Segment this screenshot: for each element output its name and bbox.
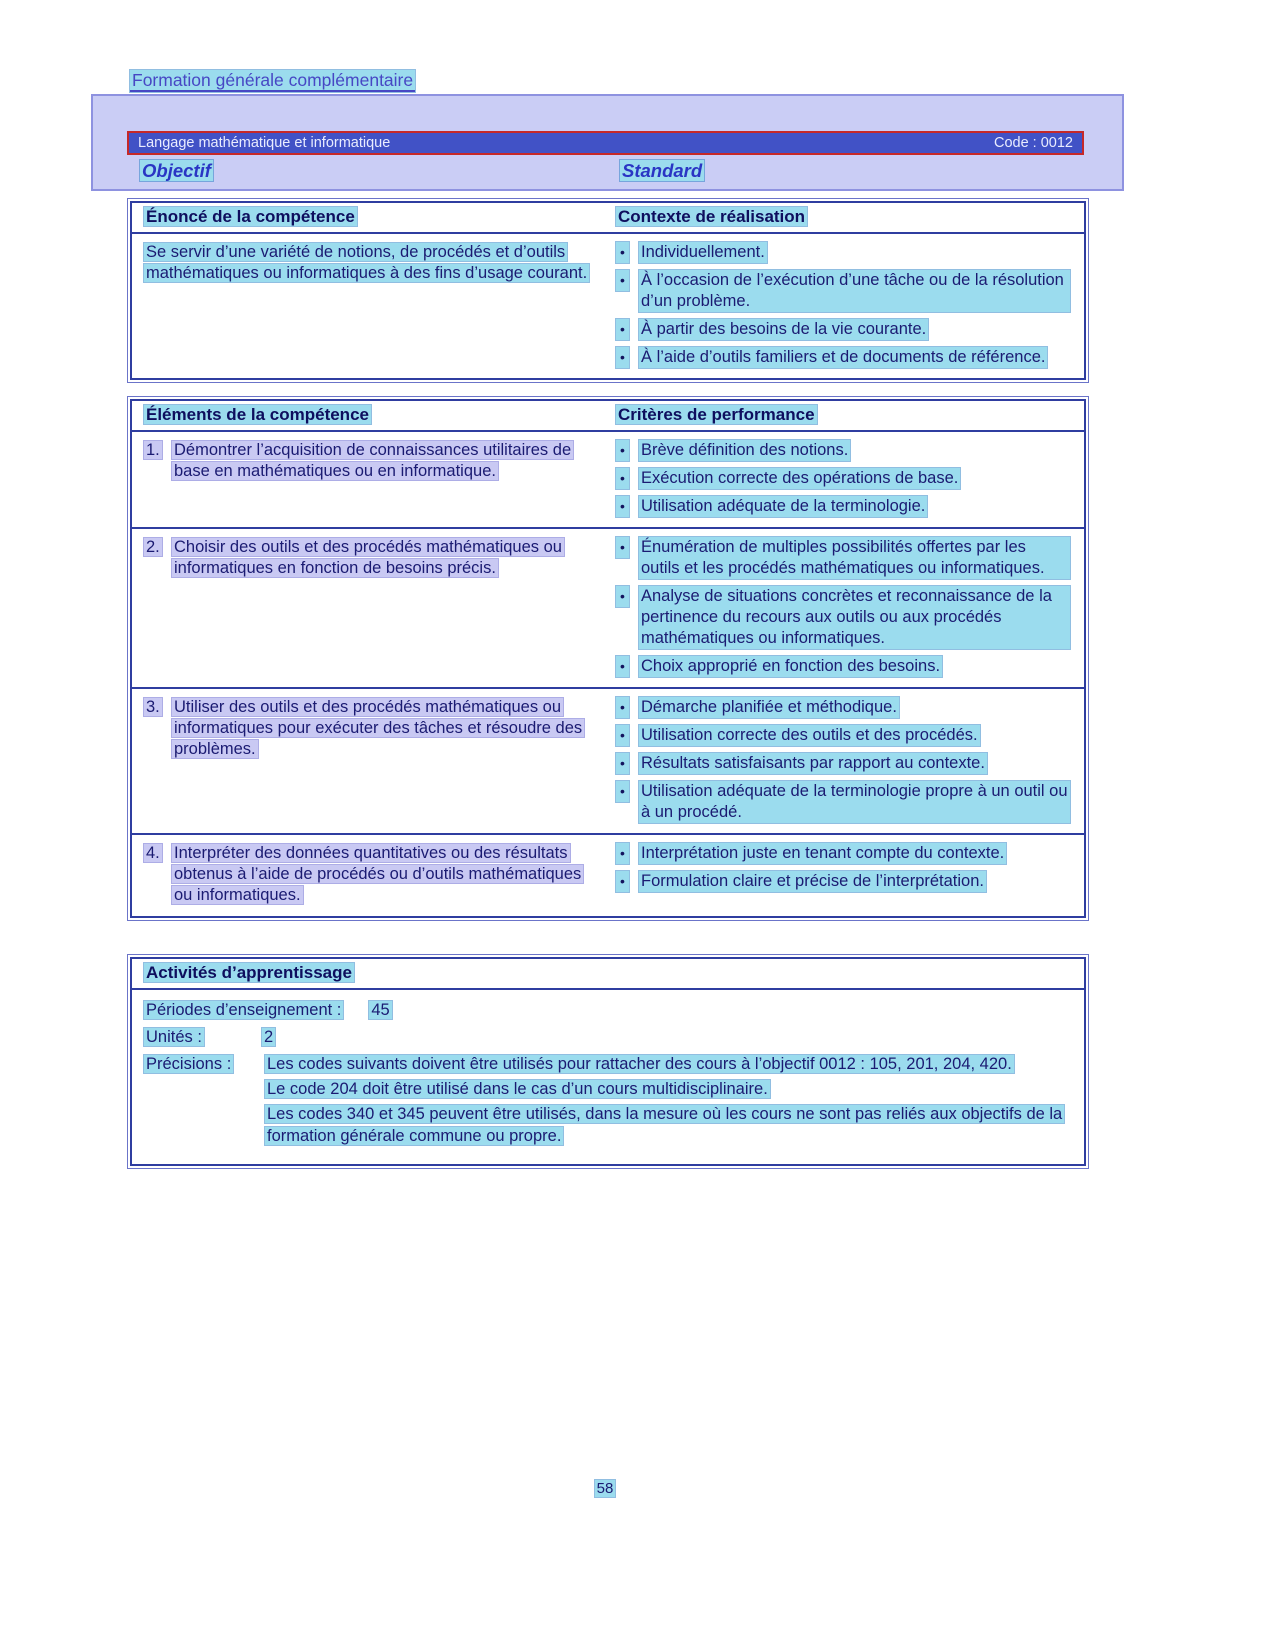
critere-bullet-item <box>616 537 1070 579</box>
bullet-icon: • <box>616 656 629 677</box>
contexte-bullet-text: À l’occasion de l’exécution d’une tâche ou de la résolution d’un problème. <box>639 270 1070 312</box>
precisions-row <box>144 1053 1084 1150</box>
critere-bullet-item <box>616 871 1070 892</box>
criteres-cell <box>616 843 1084 906</box>
critere-text: Formulation claire et précise de l’interprétation. <box>641 872 984 890</box>
standard-label <box>620 160 704 182</box>
critere-text: Exécution correcte des opérations de base. <box>641 469 959 487</box>
precisions-lines <box>265 1053 1084 1150</box>
critere-bullet-item <box>616 781 1070 823</box>
contexte-header-cell <box>616 207 1084 227</box>
precisions-line-text: Le code 204 doit être utilisé dans le cas d’un cours multidisciplinaire. <box>267 1080 768 1098</box>
element-text-wrap <box>172 440 596 482</box>
element-number-text: 3. <box>146 698 160 716</box>
competence-table-body <box>132 234 1084 378</box>
element-cell <box>132 440 616 517</box>
contexte-cell <box>616 242 1084 368</box>
element-numbered <box>144 697 596 760</box>
contexte-bullet-item <box>616 347 1070 368</box>
standard-label-text: Standard <box>622 160 703 181</box>
bullet-icon: • <box>616 347 629 368</box>
contexte-bullet-item <box>616 270 1070 312</box>
activities-title: Activités d’apprentissage <box>146 963 352 982</box>
competence-table-header <box>132 203 1084 234</box>
precisions-line-text: Les codes 340 et 345 peuvent être utilisés, dans la mesure où les cours ne sont pas reliés aux objectifs de la formation générale commune ou propre. <box>267 1105 1063 1145</box>
unites-label: Unités : <box>146 1028 202 1046</box>
element-number-text: 4. <box>146 844 160 862</box>
bullet-icon: • <box>616 242 629 263</box>
precisions-label: Précisions : <box>146 1055 232 1073</box>
bullet-icon: • <box>616 725 629 746</box>
bullet-icon: • <box>616 468 629 489</box>
enonce-header-cell <box>132 207 616 227</box>
enonce-cell <box>132 242 616 368</box>
precisions-line <box>265 1103 1074 1147</box>
elements-header-cell <box>132 405 616 425</box>
critere-bullet-item <box>616 725 1070 746</box>
periodes-row <box>144 999 1084 1021</box>
enonce-header: Énoncé de la compétence <box>146 207 355 226</box>
periodes-label: Périodes d’enseignement : <box>146 1001 342 1019</box>
critere-bullet-item <box>616 586 1070 649</box>
activities-header <box>132 959 1084 990</box>
element-text-wrap <box>172 697 596 760</box>
competence-table <box>127 198 1089 383</box>
critere-bullet-item <box>616 468 1070 489</box>
course-code: Code : 0012 <box>993 135 1073 151</box>
element-numbered <box>144 440 596 482</box>
critere-text: Brève définition des notions. <box>641 441 849 459</box>
critere-bullet-item <box>616 440 1070 461</box>
contexte-bullet-text: Individuellement. <box>641 243 765 261</box>
bullet-icon: • <box>616 537 629 558</box>
criteres-cell <box>616 440 1084 517</box>
contexte-bullet-text: À partir des besoins de la vie courante. <box>641 320 927 338</box>
critere-text: Utilisation adéquate de la terminologie propre à un outil ou à un procédé. <box>639 781 1070 823</box>
course-title: Langage mathématique et informatique <box>138 135 391 151</box>
objectif-label <box>140 160 213 182</box>
bullet-icon: • <box>616 697 629 718</box>
course-title-bar <box>127 131 1084 155</box>
contexte-header: Contexte de réalisation <box>618 207 806 226</box>
bullet-icon: • <box>616 781 629 802</box>
element-number <box>144 537 164 579</box>
element-numbered <box>144 537 596 579</box>
bullet-icon: • <box>616 270 629 291</box>
document-header-text: Formation générale complémentaire <box>132 70 414 90</box>
activities-body <box>132 990 1084 1164</box>
element-text-wrap <box>172 843 596 906</box>
element-text-wrap <box>172 537 596 579</box>
contexte-bullet-item <box>616 319 1070 340</box>
critere-text: Utilisation correcte des outils et des procédés. <box>641 726 978 744</box>
element-text: Interpréter des données quantitatives ou des résultats obtenus à l’aide de procédés ou d’outils mathématiques ou informatiques. <box>174 844 582 904</box>
element-row-3 <box>132 687 1084 833</box>
bullet-icon: • <box>616 586 629 607</box>
critere-text: Interprétation juste en tenant compte du contexte. <box>641 844 1005 862</box>
critere-text: Utilisation adéquate de la terminologie. <box>641 497 926 515</box>
element-number <box>144 843 164 906</box>
activities-box <box>127 954 1089 1169</box>
criteres-header: Critères de performance <box>618 405 815 424</box>
contexte-bullet-item <box>616 242 1070 263</box>
elements-header: Éléments de la compétence <box>146 405 369 424</box>
critere-bullet-item <box>616 656 1070 677</box>
element-text: Démontrer l’acquisition de connaissances utilitaires de base en mathématiques ou en informatique. <box>174 441 572 480</box>
objectif-label-text: Objectif <box>142 160 211 181</box>
activities-box-inner <box>130 957 1086 1166</box>
critere-bullet-item <box>616 753 1070 774</box>
element-number-text: 1. <box>146 441 160 459</box>
element-number <box>144 697 164 760</box>
critere-text: Énumération de multiples possibilités offertes par les outils et les procédés mathématiques ou informatiques. <box>639 537 1070 579</box>
element-number-text: 2. <box>146 538 160 556</box>
critere-bullet-item <box>616 697 1070 718</box>
bullet-icon: • <box>616 440 629 461</box>
competence-table-inner <box>130 201 1086 380</box>
precisions-label-wrap <box>144 1053 265 1150</box>
element-text: Utiliser des outils et des procédés mathématiques ou informatiques pour exécuter des tâches et résoudre des problèmes. <box>174 698 583 758</box>
bullet-icon: • <box>616 753 629 774</box>
critere-text: Choix approprié en fonction des besoins. <box>641 657 941 675</box>
element-row-1 <box>132 432 1084 527</box>
element-row-4 <box>132 833 1084 916</box>
elements-table-inner <box>130 399 1086 918</box>
unites-row <box>144 1026 1084 1048</box>
element-cell <box>132 843 616 906</box>
periodes-value: 45 <box>371 1001 390 1019</box>
document-header <box>130 70 415 91</box>
precisions-line <box>265 1053 1074 1075</box>
element-number <box>144 440 164 482</box>
critere-text: Démarche planifiée et méthodique. <box>641 698 897 716</box>
page-number: 58 <box>596 1480 614 1497</box>
critere-text: Analyse de situations concrètes et reconnaissance de la pertinence du recours aux outils ou aux procédés mathématiques ou informatiques. <box>639 586 1070 649</box>
critere-bullet-item <box>616 496 1070 517</box>
criteres-cell <box>616 537 1084 677</box>
precisions-line <box>265 1078 1074 1100</box>
criteres-header-cell <box>616 405 1084 425</box>
element-numbered <box>144 843 596 906</box>
critere-bullet-item <box>616 843 1070 864</box>
bullet-icon: • <box>616 843 629 864</box>
bullet-icon: • <box>616 496 629 517</box>
page-number-wrap <box>0 1480 1210 1497</box>
precisions-line-text: Les codes suivants doivent être utilisés pour rattacher des cours à l’objectif 0012 : 105, 201, 204, 420. <box>267 1055 1012 1073</box>
contexte-bullet-text: À l’aide d’outils familiers et de documents de référence. <box>641 348 1046 366</box>
unites-value: 2 <box>263 1028 274 1046</box>
bullet-icon: • <box>616 319 629 340</box>
enonce-text: Se servir d’une variété de notions, de procédés et d’outils mathématiques ou informatiques à des fins d’usage courant. <box>146 243 588 282</box>
element-text: Choisir des outils et des procédés mathématiques ou informatiques en fonction de besoins précis. <box>174 538 562 577</box>
element-cell <box>132 537 616 677</box>
title-box <box>91 94 1124 191</box>
critere-text: Résultats satisfaisants par rapport au contexte. <box>641 754 985 772</box>
bullet-icon: • <box>616 871 629 892</box>
criteres-cell <box>616 697 1084 823</box>
element-cell <box>132 697 616 823</box>
elements-table-header <box>132 401 1084 432</box>
element-row-2 <box>132 527 1084 687</box>
elements-table <box>127 396 1089 921</box>
